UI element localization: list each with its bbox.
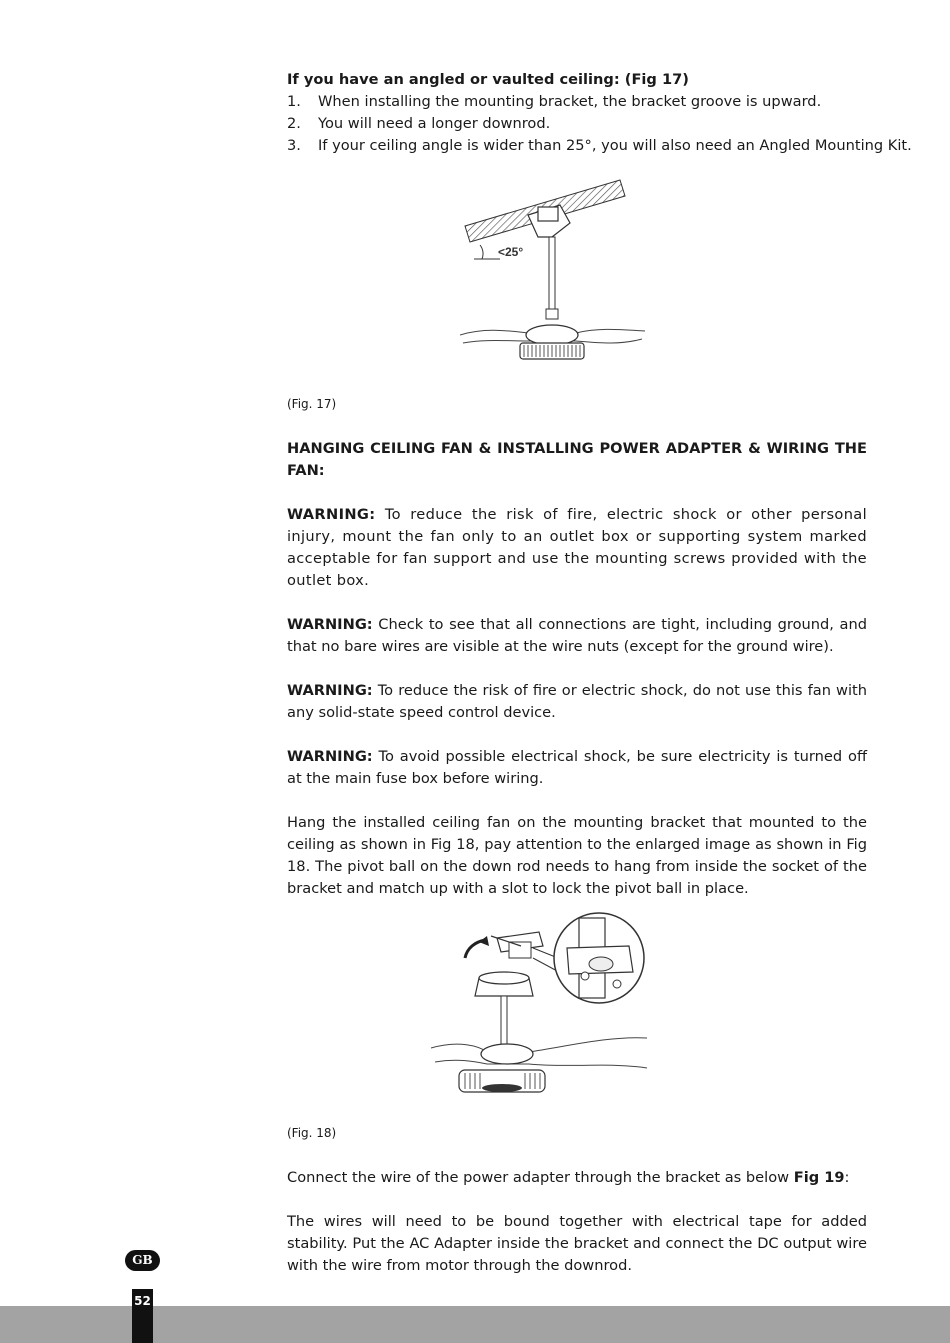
fig18-caption: (Fig. 18): [287, 1126, 337, 1140]
language-badge: GB: [125, 1250, 160, 1271]
angle-label: <25°: [498, 245, 524, 259]
warning-paragraph: [287, 746, 867, 790]
motor-housing: [526, 325, 578, 345]
fig19-ref: Fig 19: [793, 1169, 845, 1186]
angled-ceiling-heading: If you have an angled or vaulted ceiling: (Fig 17): [287, 71, 689, 88]
connect-wire-paragraph: [287, 1167, 867, 1189]
step-text: If your ceiling angle is wider than 25°, you will also need an Angled Mounting Kit.: [318, 137, 912, 154]
step-text: You will need a longer downrod.: [318, 115, 551, 132]
angled-ceiling-steps: [287, 91, 912, 157]
step-number: 1.: [287, 93, 301, 110]
warning-text: Check to see that all connections are tight, including ground, and that no bare wires are visible at the wire nuts (except for the ground wire).: [287, 616, 867, 655]
list-item: [287, 91, 867, 113]
motor-housing: [481, 1044, 533, 1064]
hanging-section-heading: HANGING CEILING FAN & INSTALLING POWER ADAPTER & WIRING THE FAN:: [287, 440, 867, 479]
warning-text: To reduce the risk of fire or electric shock, do not use this fan with any solid-state speed control device.: [287, 682, 867, 721]
fan-blades: [431, 1038, 647, 1068]
warning-text: To avoid possible electrical shock, be sure electricity is turned off at the main fuse box before wiring.: [287, 748, 867, 787]
warning-label: WARNING:: [287, 506, 376, 523]
warning-label: WARNING:: [287, 682, 373, 699]
page-number: 52: [132, 1289, 153, 1343]
step-text: When installing the mounting bracket, the bracket groove is upward.: [318, 93, 822, 110]
hang-fan-paragraph: Hang the installed ceiling fan on the mounting bracket that mounted to the ceiling as shown in Fig 18, pay attention to the enlarged image as shown in Fig 18. The pivot ball on the down rod needs to hang from inside the socket of the bracket and match up with a slot to lock the pivot ball in place.: [287, 814, 867, 897]
fig17-caption: (Fig. 17): [287, 397, 337, 411]
connect-end: :: [844, 1169, 850, 1186]
downrod: [501, 996, 507, 1044]
canopy-nut: [538, 207, 558, 221]
connect-text: Connect the wire of the power adapter through the bracket as below: [287, 1169, 794, 1186]
step-number: 2.: [287, 115, 301, 132]
page-content: [287, 68, 912, 1277]
warning-label: WARNING:: [287, 748, 373, 765]
tape-wires-paragraph: The wires will need to be bound together with electrical tape for added stability. Put the AC Adapter inside the bracket and connect the DC output wire with the wire from motor through the downrod.: [287, 1213, 867, 1274]
warning-label: WARNING:: [287, 616, 373, 633]
warning-paragraph: [287, 504, 867, 592]
warning-paragraph: [287, 680, 867, 724]
list-item: [287, 113, 867, 135]
list-item: [287, 135, 912, 157]
downrod: [549, 237, 555, 315]
fig18-illustration: [429, 912, 654, 1107]
fig17-illustration: [460, 175, 650, 375]
warning-paragraph: [287, 614, 867, 658]
step-number: 3.: [287, 137, 301, 154]
warning-text: To reduce the risk of fire, electric shock or other personal injury, mount the fan only to an outlet box or supporting system marked acceptable for fan support and use the mounting screws provided with the outlet box.: [287, 506, 867, 589]
